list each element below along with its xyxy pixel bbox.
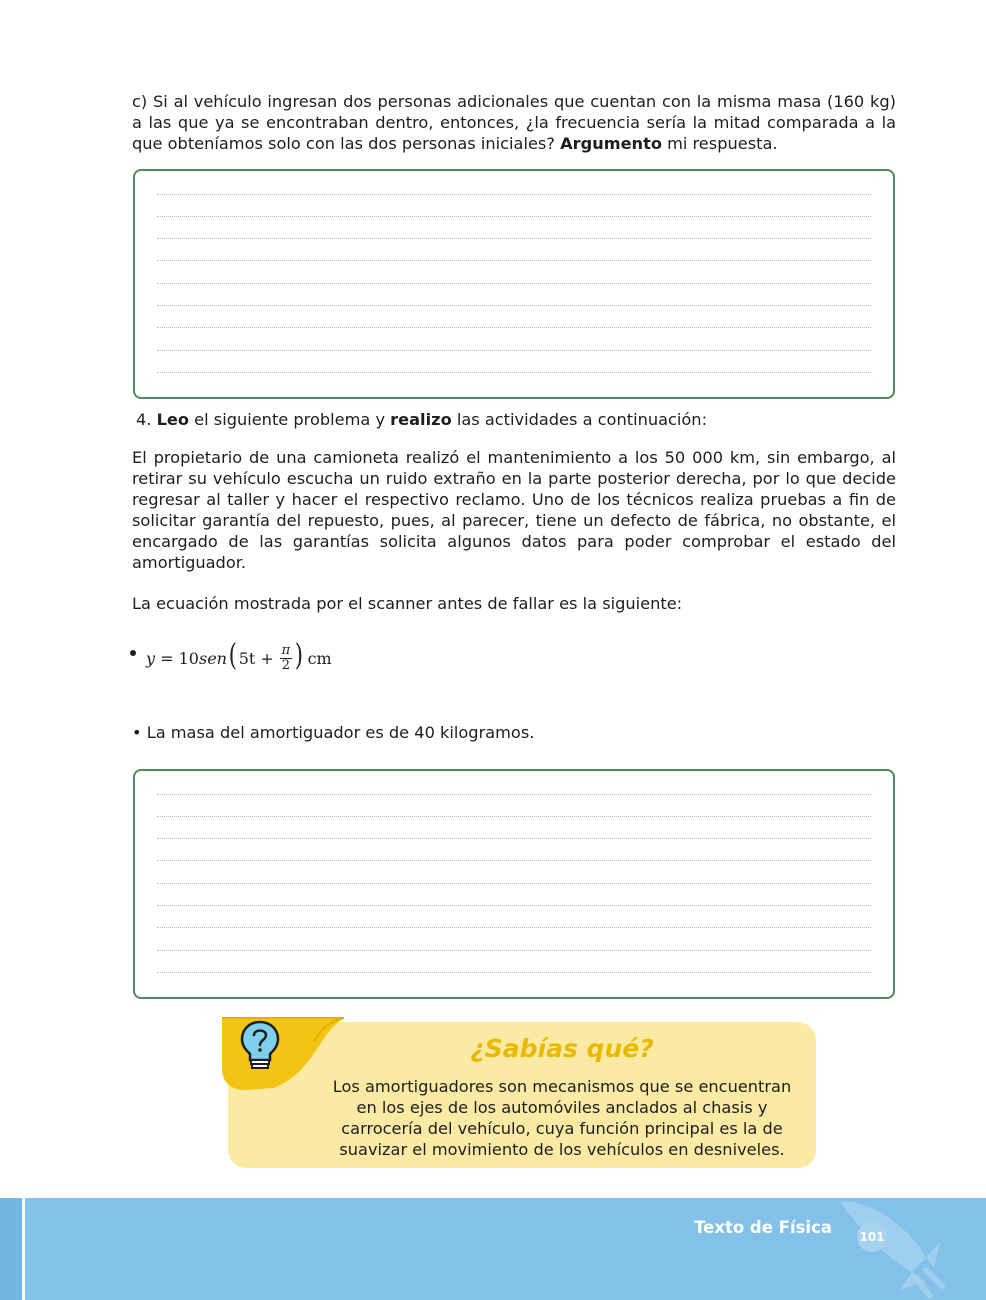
answer-line [157, 794, 871, 795]
answer-line [157, 238, 871, 239]
answer-line [157, 194, 871, 195]
answer-line [157, 816, 871, 817]
answer-box-1[interactable] [133, 169, 895, 399]
footer-side-strip [0, 1198, 25, 1300]
answer-line [157, 905, 871, 906]
bullet-dot [130, 650, 136, 656]
equation-intro: La ecuación mostrada por el scanner antes de fallar es la siguiente: [132, 594, 683, 613]
problem-text: El propietario de una camioneta realizó el mantenimiento a los 50 000 km, sin embargo, al retirar su vehículo escucha un ruido extraño en la parte posterior derecha, por lo que decide regresar al taller y hacer el respectivo reclamo. Uno de los técnicos realiza pruebas a fin de solicitar garantía del repuesto, pues, al parecer, tiene un defecto de fábrica, no obstante, el encargado de las garantías solicita algunos datos para poder comprobar el estado del amortiguador. [132, 448, 896, 572]
footer-title: Texto de Física [694, 1218, 832, 1237]
answer-line [157, 305, 871, 306]
page-footer [0, 1198, 986, 1300]
answer-line [157, 260, 871, 261]
open-paren: ( [228, 638, 237, 673]
info-text: Los amortiguadores son mecanismos que se encuentran en los ejes de los automóviles anclados al chasis y carrocería del vehículo, cuya función principal es la de suavizar el movimiento de los vehículos en desniveles. [332, 1077, 792, 1159]
answer-line [157, 838, 871, 839]
task-4-heading: 4. Leo el siguiente problema y realizo las actividades a continuación: [136, 410, 708, 429]
answer-line [157, 972, 871, 973]
answer-line [157, 950, 871, 951]
answer-line [157, 927, 871, 928]
answer-line [157, 283, 871, 284]
lightbulb-question-icon [238, 1018, 282, 1072]
answer-line [157, 883, 871, 884]
equation: y = 10 sen ( 5t + $\frac{\pi}{2}$ ) cm [130, 636, 332, 680]
answer-line [157, 372, 871, 373]
mass-bullet: • La masa del amortiguador es de 40 kilogramos. [132, 723, 535, 742]
page-number: 101 [857, 1222, 887, 1252]
answer-line [157, 327, 871, 328]
answer-line [157, 350, 871, 351]
answer-box-2[interactable] [133, 769, 895, 999]
question-c: c) Si al vehículo ingresan dos personas adicionales que cuentan con la misma masa (160 kg) a las que ya se encontraban dentro, entonces, ¿la frecuencia sería la mitad comparada a la que obteníamos solo con las dos personas iniciales? Argumento mi respuesta. [132, 92, 896, 153]
answer-line [157, 216, 871, 217]
close-paren: ) [294, 638, 303, 673]
info-title: ¿Sabías qué? [470, 1034, 654, 1063]
fraction: $\frac{\pi}{2}$ [281, 642, 291, 673]
answer-line [157, 860, 871, 861]
rocket-icon [830, 1198, 950, 1300]
